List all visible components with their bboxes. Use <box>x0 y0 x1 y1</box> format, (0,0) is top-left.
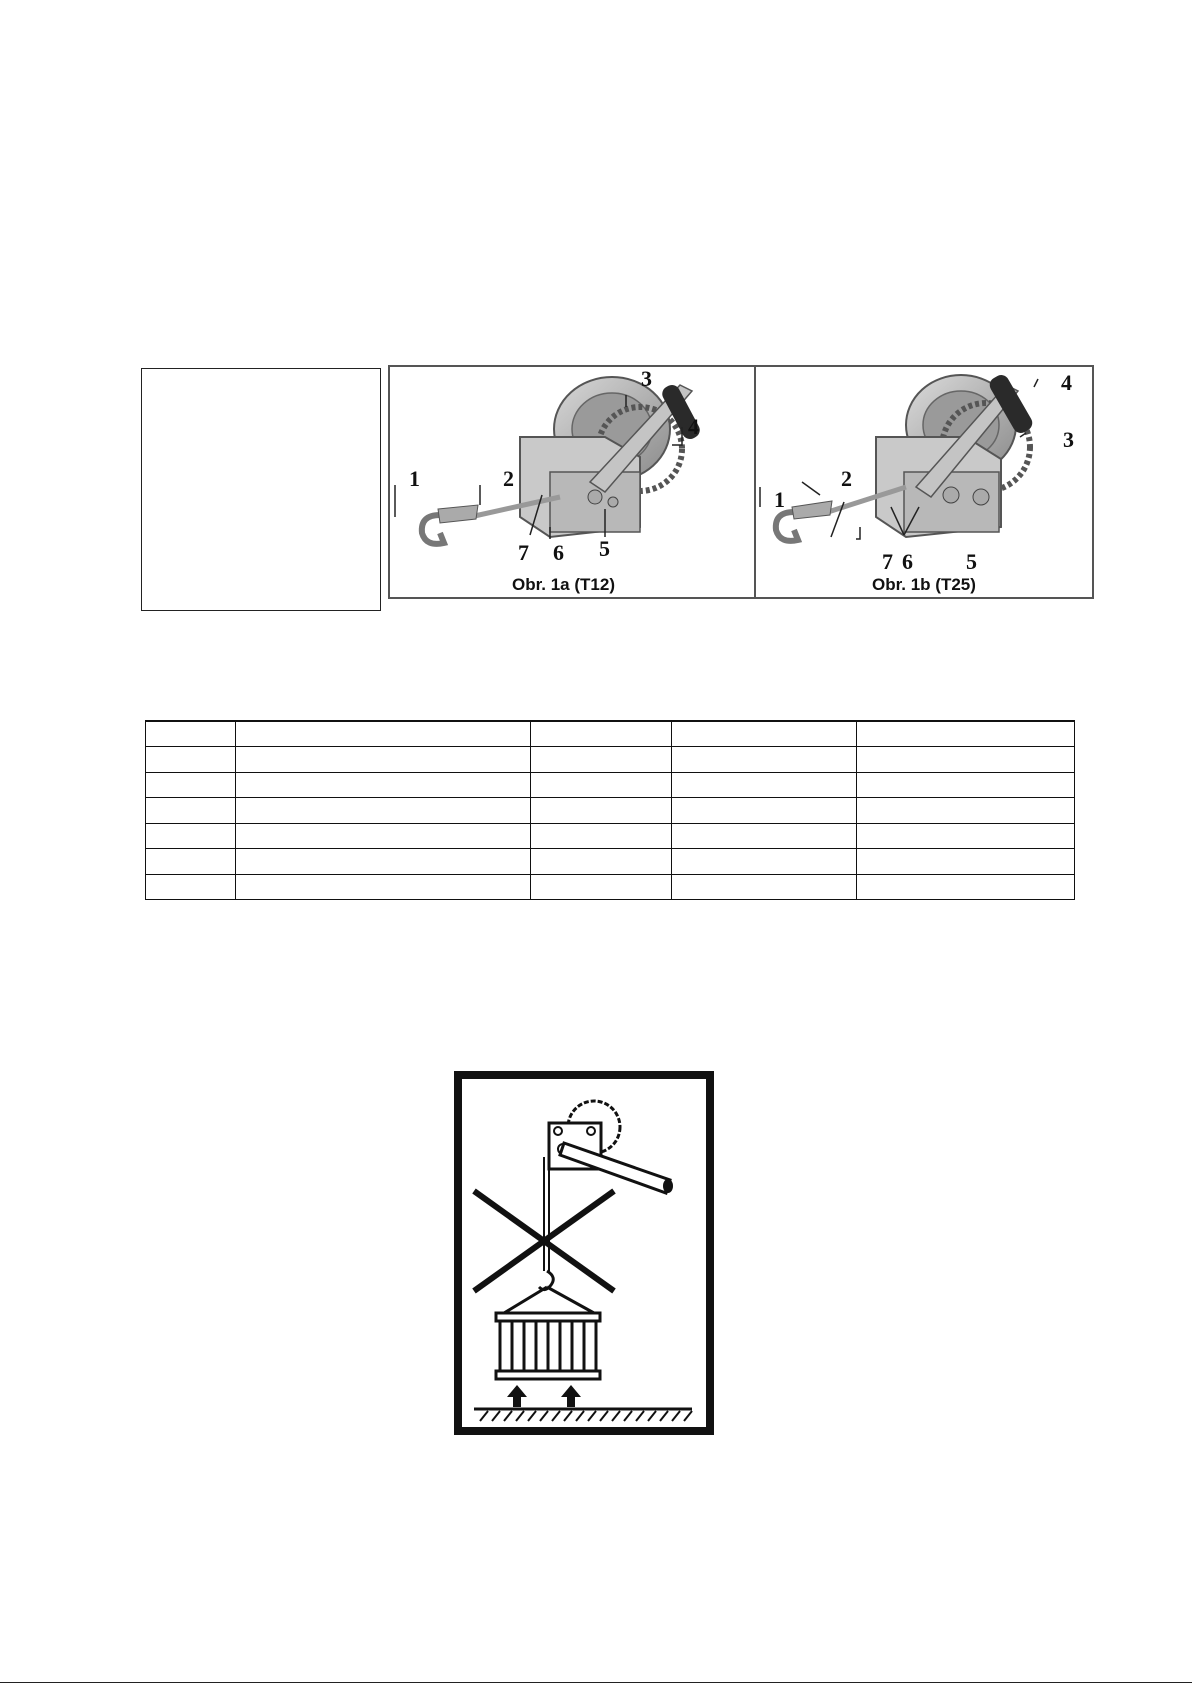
table-cell <box>146 798 236 823</box>
table-cell <box>857 772 1075 797</box>
table-cell <box>672 823 857 848</box>
callout-1-a: 1 <box>409 466 420 491</box>
table-cell <box>236 721 531 747</box>
callout-2-a: 2 <box>503 466 514 491</box>
table-cell <box>531 849 672 874</box>
table-cell <box>146 823 236 848</box>
table-cell <box>236 849 531 874</box>
table-cell <box>531 798 672 823</box>
table-cell <box>531 772 672 797</box>
table-row <box>146 721 1075 747</box>
callout-1-b: 1 <box>774 487 785 512</box>
callout-6-a: 6 <box>553 540 564 565</box>
blank-text-box <box>141 368 381 611</box>
table-cell <box>672 772 857 797</box>
no-lifting-loads-icon <box>454 1071 714 1435</box>
figure-1a-caption: Obr. 1a (T12) <box>512 575 615 594</box>
table-cell <box>146 874 236 899</box>
table-cell <box>146 772 236 797</box>
table-row <box>146 772 1075 797</box>
table-cell <box>672 798 857 823</box>
figure-1b-caption: Obr. 1b (T25) <box>872 575 976 594</box>
table-cell <box>236 874 531 899</box>
page-bottom-rule <box>0 1682 1192 1683</box>
callout-4-a: 4 <box>688 414 699 439</box>
table-cell <box>531 721 672 747</box>
callout-2-b: 2 <box>841 466 852 491</box>
table-cell <box>146 747 236 772</box>
table-cell <box>672 874 857 899</box>
specification-table <box>145 720 1075 900</box>
callout-7-a: 7 <box>518 540 529 565</box>
table-cell <box>857 721 1075 747</box>
callout-5-a: 5 <box>599 536 610 561</box>
callout-4-b: 4 <box>1061 370 1072 395</box>
winch-t25-illustration <box>756 367 1092 597</box>
table-cell <box>236 772 531 797</box>
table-cell <box>857 874 1075 899</box>
table-row <box>146 798 1075 823</box>
table-cell <box>857 823 1075 848</box>
table-cell <box>857 747 1075 772</box>
table-cell <box>672 849 857 874</box>
table-cell <box>236 798 531 823</box>
table-cell <box>531 747 672 772</box>
table-row <box>146 849 1075 874</box>
table-row <box>146 747 1075 772</box>
winch-t12-illustration <box>390 367 754 597</box>
table-row <box>146 874 1075 899</box>
table-cell <box>146 849 236 874</box>
table-cell <box>236 823 531 848</box>
table-cell <box>672 747 857 772</box>
table-cell <box>236 747 531 772</box>
table-cell <box>146 721 236 747</box>
callout-3-b: 3 <box>1063 427 1074 452</box>
table-cell <box>531 823 672 848</box>
table-cell <box>857 849 1075 874</box>
callout-5-b: 5 <box>966 549 977 574</box>
table-cell <box>857 798 1075 823</box>
table-row <box>146 823 1075 848</box>
table-cell <box>672 721 857 747</box>
callout-6-b: 6 <box>902 549 913 574</box>
callout-7-b: 7 <box>882 549 893 574</box>
table-cell <box>531 874 672 899</box>
callout-3-a: 3 <box>641 366 652 391</box>
